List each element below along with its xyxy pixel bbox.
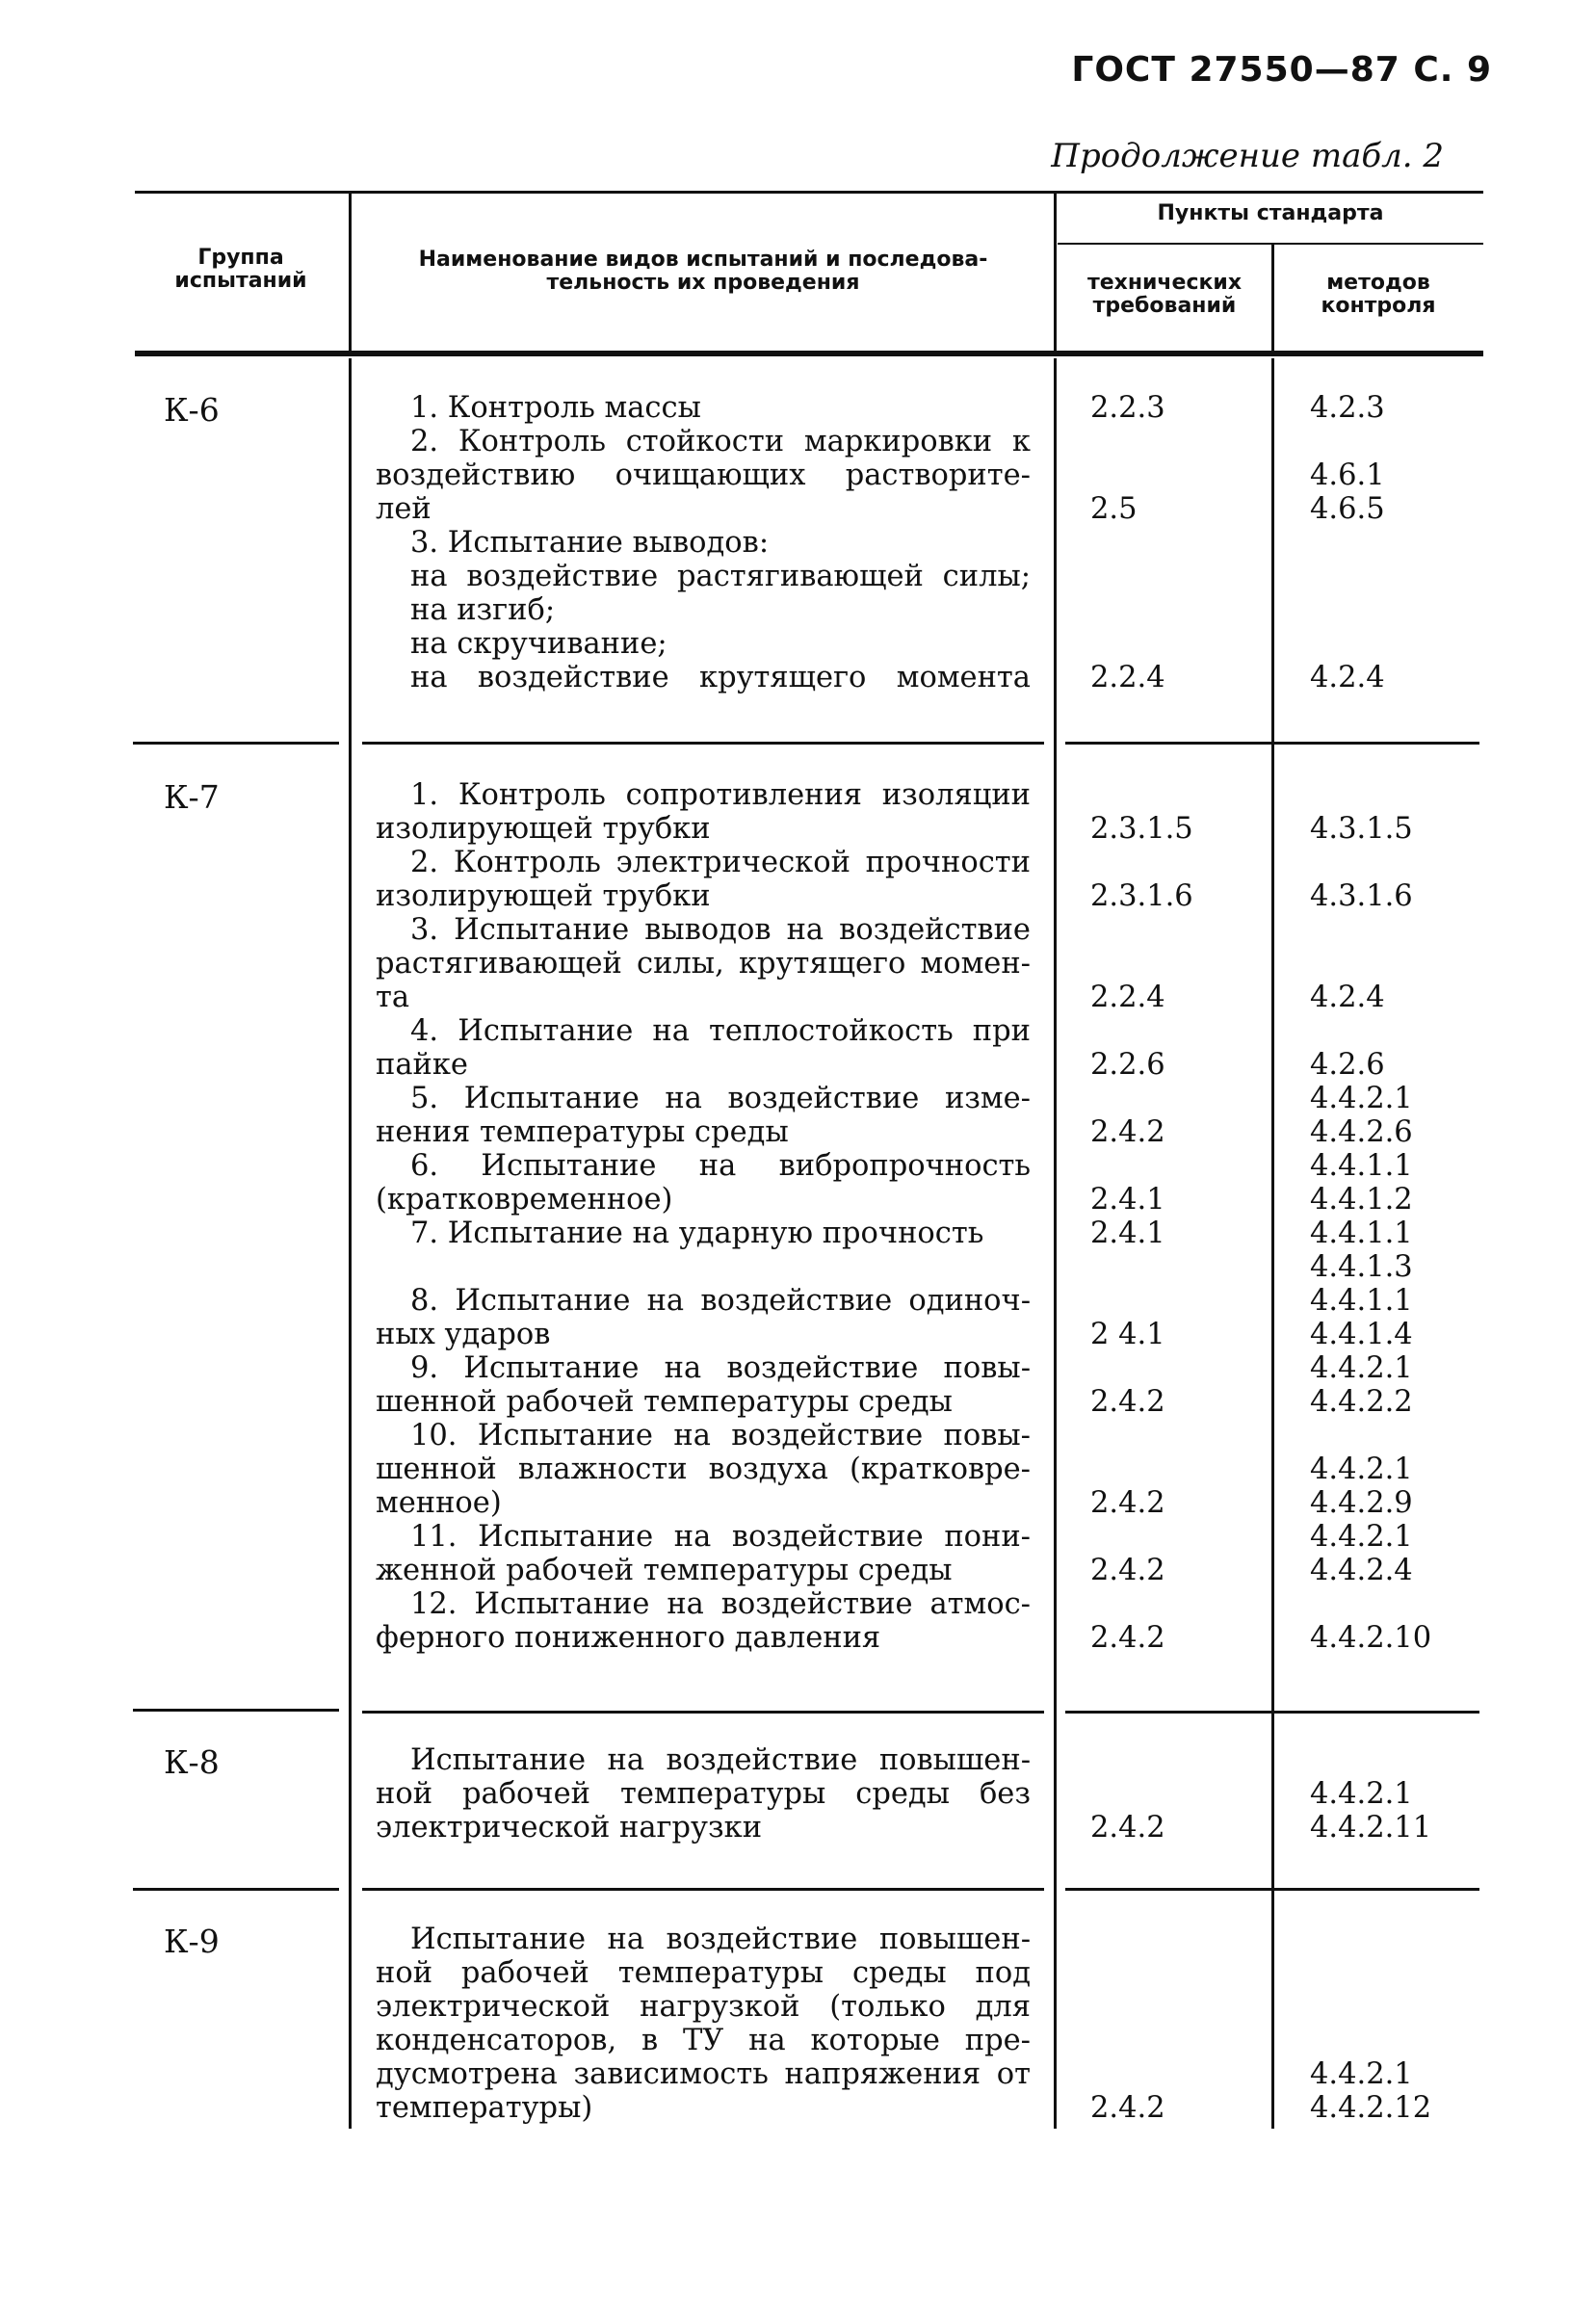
test-line: воздействию очищающих растворите- <box>376 458 1031 492</box>
body-col-divider-3 <box>1271 358 1274 2129</box>
tech-requirement-ref <box>1090 1743 1165 1777</box>
tech-requirement-ref <box>1090 947 1193 981</box>
control-method-ref: 4.6.5 <box>1310 492 1385 526</box>
test-line: растягивающей силы, крутящего момен- <box>376 947 1031 981</box>
body-col-divider-2 <box>1054 358 1057 2129</box>
tech-requirement-ref: 2.2.4 <box>1090 661 1165 694</box>
test-line: изолирующей трубки <box>376 879 711 913</box>
control-method-ref: 4.4.1.1 <box>1310 1149 1413 1183</box>
control-method-ref: 4.4.2.9 <box>1310 1486 1413 1520</box>
control-method-ref: 4.2.4 <box>1310 981 1385 1014</box>
control-method-ref: 4.2.3 <box>1310 391 1385 425</box>
header-col-divider-2 <box>1054 193 1057 353</box>
tech-requirement-ref: 2.4.2 <box>1090 1385 1165 1419</box>
tech-requirement-ref: 2.3.1.6 <box>1090 879 1193 913</box>
tech-requirement-ref <box>1090 1419 1193 1452</box>
control-method-ref: 4.4.2.1 <box>1310 1452 1413 1486</box>
group-tests-k8 <box>376 1743 1031 1845</box>
test-line: 12. Испытание на воздействие атмос- <box>410 1587 1031 1621</box>
control-method-ref: 4.4.1.2 <box>1310 1183 1413 1217</box>
tech-requirement-ref <box>1090 1014 1193 1048</box>
group-separator <box>362 1888 1044 1891</box>
test-line: изолирующей трубки <box>376 812 711 846</box>
control-method-ref: 4.4.2.11 <box>1310 1811 1432 1845</box>
tech-requirement-ref <box>1090 1587 1193 1621</box>
control-method-ref: 4.4.2.1 <box>1310 2057 1413 2091</box>
test-line: 5. Испытание на воздействие изме- <box>410 1082 1031 1115</box>
tech-requirement-ref <box>1090 627 1165 661</box>
tech-requirement-ref <box>1090 1520 1193 1554</box>
control-method-ref <box>1310 425 1385 458</box>
control-method-ref <box>1310 1956 1431 1990</box>
group-tests-k7 <box>376 778 1031 1655</box>
test-line: нения температуры среды <box>376 1115 789 1149</box>
tech-requirement-ref <box>1090 425 1165 458</box>
test-line: шенной рабочей температуры среды <box>376 1385 953 1419</box>
page-header: ГОСТ 27550—87 С. 9 <box>1071 50 1492 90</box>
test-line: 10. Испытание на воздействие повы- <box>410 1419 1031 1452</box>
group-separator <box>1065 1888 1479 1891</box>
control-method-ref: 4.6.1 <box>1310 458 1385 492</box>
group-tech-k9 <box>1090 1923 1165 2125</box>
control-method-ref: 4.4.2.4 <box>1310 1554 1413 1587</box>
test-line: 3. Испытание выводов на воздействие <box>410 913 1031 947</box>
group-separator <box>1065 742 1479 745</box>
control-method-ref: 4.4.2.1 <box>1310 1520 1413 1554</box>
tech-requirement-ref: 2.4.2 <box>1090 1811 1165 1845</box>
test-line: лей <box>376 492 432 526</box>
control-method-ref <box>1310 560 1385 593</box>
group-separator <box>362 1711 1044 1714</box>
group-label: К-9 <box>164 1923 220 1960</box>
tech-requirement-ref: 2.2.4 <box>1090 981 1165 1014</box>
tech-requirement-ref <box>1090 526 1165 560</box>
tech-requirement-ref: 2.4.1 <box>1090 1183 1165 1217</box>
tech-requirement-ref <box>1090 1452 1193 1486</box>
test-line: менное) <box>376 1486 502 1520</box>
control-method-ref <box>1310 1587 1431 1621</box>
control-method-ref <box>1310 1990 1431 2024</box>
test-line: 8. Испытание на воздействие одиноч- <box>410 1284 1031 1318</box>
test-line: электрической нагрузки <box>376 1811 763 1845</box>
group-label: К-7 <box>164 778 220 816</box>
header-group: Группа испытаний <box>174 246 307 293</box>
test-line: 1. Контроль сопротивления изоляции <box>410 778 1031 812</box>
control-method-ref <box>1310 593 1385 627</box>
test-line: Испытание на воздействие повышен- <box>410 1923 1031 1956</box>
group-methods-k7 <box>1310 778 1431 1655</box>
test-line: пайке <box>376 1048 468 1082</box>
group-tests-k6 <box>376 391 1031 694</box>
control-method-ref: 4.4.2.1 <box>1310 1777 1413 1811</box>
control-method-ref: 4.3.1.5 <box>1310 812 1413 846</box>
control-method-ref: 4.2.4 <box>1310 661 1385 694</box>
group-tests-k9 <box>376 1923 1031 2125</box>
tech-requirement-ref: 2.4.2 <box>1090 1115 1165 1149</box>
header-col-divider-3 <box>1271 243 1274 353</box>
control-method-ref <box>1310 1923 1431 1956</box>
tech-requirement-ref: 2.2.3 <box>1090 391 1165 425</box>
test-line: женной рабочей температуры среды <box>376 1554 953 1587</box>
group-separator <box>362 742 1044 745</box>
control-method-ref <box>1310 1419 1431 1452</box>
control-method-ref: 4.4.1.1 <box>1310 1217 1413 1250</box>
tech-requirement-ref: 2.4.2 <box>1090 1554 1165 1587</box>
test-line: ной рабочей температуры среды без <box>376 1777 1031 1811</box>
test-line: та <box>376 981 410 1014</box>
control-method-ref <box>1310 913 1431 947</box>
test-line: дусмотрена зависимость напряжения от <box>376 2057 1031 2091</box>
test-line: 4. Испытание на теплостойкость при <box>410 1014 1031 1048</box>
table-top-rule <box>135 191 1483 194</box>
group-tech-k8 <box>1090 1743 1165 1845</box>
tech-requirement-ref <box>1090 1956 1165 1990</box>
tech-requirement-ref <box>1090 560 1165 593</box>
test-line: 9. Испытание на воздействие повы- <box>410 1351 1031 1385</box>
test-line: 1. Контроль массы <box>410 391 701 425</box>
header-sub-rule <box>1058 243 1483 245</box>
group-methods-k8 <box>1310 1743 1431 1845</box>
test-line: электрической нагрузкой (только для <box>376 1990 1031 2024</box>
tech-requirement-ref: 2 4.1 <box>1090 1318 1165 1351</box>
tech-requirement-ref <box>1090 2057 1165 2091</box>
test-line: 6. Испытание на вибропрочность <box>410 1149 1031 1183</box>
control-method-ref <box>1310 1014 1431 1048</box>
test-line: на воздействие крутящего момента <box>410 661 1031 694</box>
test-line: ной рабочей температуры среды под <box>376 1956 1031 1990</box>
group-methods-k6 <box>1310 391 1385 694</box>
tech-requirement-ref <box>1090 913 1193 947</box>
tech-requirement-ref: 2.4.2 <box>1090 1486 1165 1520</box>
control-method-ref: 4.4.2.6 <box>1310 1115 1413 1149</box>
test-line: 2. Контроль электрической прочности <box>410 846 1031 879</box>
control-method-ref <box>1310 2024 1431 2057</box>
control-method-ref <box>1310 778 1431 812</box>
tech-requirement-ref <box>1090 1351 1193 1385</box>
control-method-ref: 4.4.2.2 <box>1310 1385 1413 1419</box>
tech-requirement-ref <box>1090 1082 1193 1115</box>
test-line: на скручивание; <box>410 627 667 661</box>
group-label: К-8 <box>164 1743 220 1781</box>
control-method-ref: 4.4.2.1 <box>1310 1082 1413 1115</box>
header-tech-requirements: технических требований <box>1086 271 1243 318</box>
group-separator <box>133 742 339 745</box>
test-line: шенной влажности воздуха (кратковре- <box>376 1452 1031 1486</box>
tech-requirement-ref: 2.2.6 <box>1090 1048 1165 1082</box>
tech-requirement-ref <box>1090 846 1193 879</box>
test-line: 2. Контроль стойкости маркировки к <box>410 425 1031 458</box>
control-method-ref: 4.4.1.4 <box>1310 1318 1413 1351</box>
table-continuation-label: Продолжение табл. 2 <box>1051 137 1444 175</box>
control-method-ref: 4.4.2.1 <box>1310 1351 1413 1385</box>
tech-requirement-ref <box>1090 1250 1193 1284</box>
test-line: 3. Испытание выводов: <box>410 526 770 560</box>
control-method-ref <box>1310 627 1385 661</box>
control-method-ref: 4.4.1.1 <box>1310 1284 1413 1318</box>
tech-requirement-ref <box>1090 778 1193 812</box>
control-method-ref <box>1310 947 1431 981</box>
test-line: 11. Испытание на воздействие пони- <box>410 1520 1031 1554</box>
test-line: ных ударов <box>376 1318 551 1351</box>
control-method-ref: 4.3.1.6 <box>1310 879 1413 913</box>
control-method-ref <box>1310 1743 1431 1777</box>
control-method-ref: 4.4.2.12 <box>1310 2091 1432 2125</box>
group-tech-k6 <box>1090 391 1165 694</box>
control-method-ref: 4.4.2.10 <box>1310 1621 1432 1655</box>
control-method-ref: 4.2.6 <box>1310 1048 1385 1082</box>
tech-requirement-ref <box>1090 2024 1165 2057</box>
control-method-ref <box>1310 846 1431 879</box>
header-test-name: Наименование видов испытаний и последова- тельность их проведения <box>418 248 988 295</box>
header-control-methods: методов контроля <box>1321 271 1436 318</box>
tech-requirement-ref: 2.4.2 <box>1090 1621 1165 1655</box>
header-bottom-rule <box>135 351 1483 356</box>
test-line: конденсаторов, в ТУ на которые пре- <box>376 2024 1031 2057</box>
tech-requirement-ref <box>1090 458 1165 492</box>
tech-requirement-ref: 2.5 <box>1090 492 1138 526</box>
tech-requirement-ref: 2.4.1 <box>1090 1217 1165 1250</box>
tech-requirement-ref <box>1090 1777 1165 1811</box>
test-line: температуры) <box>376 2091 593 2125</box>
group-separator <box>133 1888 339 1891</box>
header-col-divider-1 <box>349 193 352 353</box>
test-line: ферного пониженного давления <box>376 1621 881 1655</box>
test-line <box>376 1250 1031 1284</box>
tech-requirement-ref <box>1090 1990 1165 2024</box>
test-line: на воздействие растягивающей силы; <box>410 560 1031 593</box>
control-method-ref: 4.4.1.3 <box>1310 1250 1413 1284</box>
test-line: на изгиб; <box>410 593 556 627</box>
tech-requirement-ref <box>1090 1149 1193 1183</box>
header-standard-points: Пункты стандарта <box>1157 201 1384 225</box>
tech-requirement-ref: 2.4.2 <box>1090 2091 1165 2125</box>
tech-requirement-ref <box>1090 1284 1193 1318</box>
control-method-ref <box>1310 526 1385 560</box>
tech-requirement-ref <box>1090 1923 1165 1956</box>
test-line: 7. Испытание на ударную прочность <box>410 1217 984 1250</box>
group-tech-k7 <box>1090 778 1193 1655</box>
test-line: Испытание на воздействие повышен- <box>410 1743 1031 1777</box>
tech-requirement-ref <box>1090 593 1165 627</box>
group-separator <box>133 1709 339 1712</box>
body-col-divider-1 <box>349 358 352 2129</box>
group-separator <box>1065 1711 1479 1714</box>
tech-requirement-ref: 2.3.1.5 <box>1090 812 1193 846</box>
group-label: К-6 <box>164 391 220 429</box>
group-methods-k9 <box>1310 1923 1431 2125</box>
test-line: (кратковременное) <box>376 1183 673 1217</box>
